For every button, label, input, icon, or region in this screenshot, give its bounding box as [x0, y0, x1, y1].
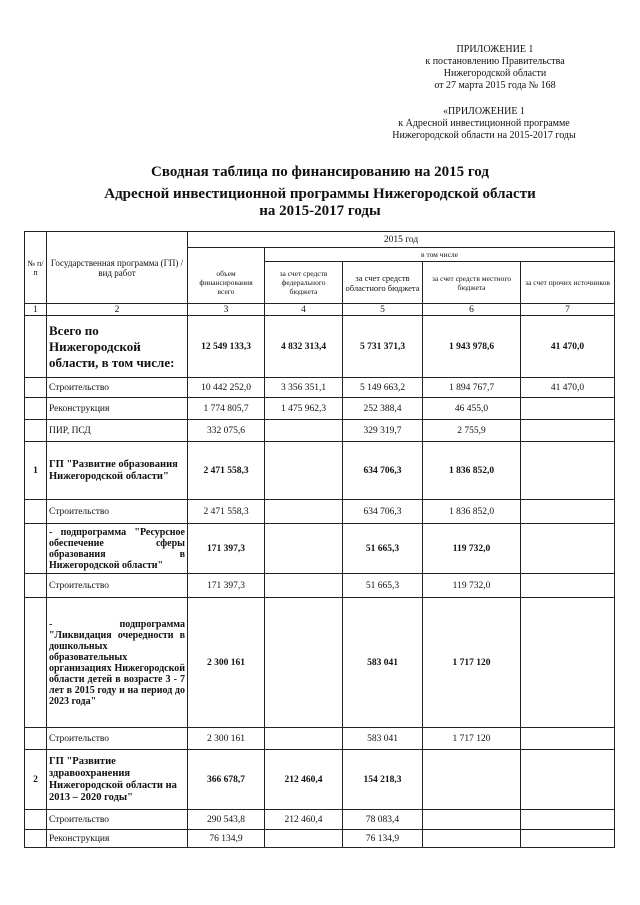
row-total: 2 300 161	[188, 728, 265, 750]
row-num	[25, 398, 47, 420]
row-local: 1 836 852,0	[423, 500, 521, 524]
row-federal	[265, 728, 343, 750]
document-title: Сводная таблица по финансированию на 2015 год	[151, 164, 489, 180]
table-row	[25, 830, 615, 848]
row-regional: 5 149 663,2	[343, 378, 423, 398]
row-local: 1 836 852,0	[423, 442, 521, 500]
header-line: Нижегородской области на 2015-2017 годы	[392, 130, 576, 141]
row-federal	[265, 830, 343, 848]
header-line: к постановлению Правительства	[425, 56, 565, 67]
row-name: ПИР, ПСД	[47, 420, 188, 442]
header-line: ПРИЛОЖЕНИЕ 1	[456, 44, 534, 55]
row-local: 119 732,0	[423, 574, 521, 598]
row-total: 171 397,3	[188, 574, 265, 598]
row-other	[521, 830, 615, 848]
row-name: - подпрограмма "Ресурсное обеспечение сферы образования в Нижегородской области"	[47, 524, 188, 574]
row-federal	[265, 500, 343, 524]
colnum: 4	[265, 304, 343, 316]
row-local: 119 732,0	[423, 524, 521, 574]
row-local: 2 755,9	[423, 420, 521, 442]
row-local: 46 455,0	[423, 398, 521, 420]
table-row	[25, 500, 615, 524]
table-row	[25, 810, 615, 830]
row-total: 332 075,6	[188, 420, 265, 442]
row-other	[521, 750, 615, 810]
row-name: Всего по Нижегородской области, в том числе:	[47, 316, 188, 378]
row-regional: 634 706,3	[343, 442, 423, 500]
row-local	[423, 830, 521, 848]
row-total: 12 549 133,3	[188, 316, 265, 378]
header-line: «ПРИЛОЖЕНИЕ 1	[443, 106, 525, 117]
row-other	[521, 500, 615, 524]
row-num	[25, 728, 47, 750]
row-local	[423, 750, 521, 810]
row-name: Строительство	[47, 378, 188, 398]
row-regional: 154 218,3	[343, 750, 423, 810]
row-other	[521, 728, 615, 750]
header-total: объем финансирования всего	[188, 262, 265, 304]
table-row	[25, 420, 615, 442]
financing-table	[24, 231, 615, 848]
row-federal	[265, 524, 343, 574]
row-total: 1 774 805,7	[188, 398, 265, 420]
row-num	[25, 500, 47, 524]
row-other: 41 470,0	[521, 316, 615, 378]
row-total: 2 471 558,3	[188, 500, 265, 524]
row-other	[521, 420, 615, 442]
row-total: 2 471 558,3	[188, 442, 265, 500]
header-line: Нижегородской области	[443, 68, 547, 79]
table-row	[25, 378, 615, 398]
row-name: Строительство	[47, 728, 188, 750]
row-total: 366 678,7	[188, 750, 265, 810]
row-name: - подпрограмма "Ликвидация очередности в дошкольных образовательных организациях Нижегородской области детей в возрасте 3 - 7 лет в 2015 году и на период до 2023 года"	[47, 598, 188, 728]
row-name: Реконструкция	[47, 398, 188, 420]
row-num	[25, 830, 47, 848]
table-row	[25, 598, 615, 728]
row-num	[25, 524, 47, 574]
row-total: 76 134,9	[188, 830, 265, 848]
table-row	[25, 574, 615, 598]
table-row	[25, 728, 615, 750]
row-federal: 212 460,4	[265, 810, 343, 830]
colnum: 6	[423, 304, 521, 316]
row-regional: 252 388,4	[343, 398, 423, 420]
row-regional: 634 706,3	[343, 500, 423, 524]
row-total: 171 397,3	[188, 524, 265, 574]
table-row	[25, 398, 615, 420]
header-line: к Адресной инвестиционной программе	[398, 118, 570, 129]
row-regional: 583 041	[343, 728, 423, 750]
row-num	[25, 378, 47, 398]
row-num	[25, 810, 47, 830]
header-federal: за счет средств федерального бюджета	[265, 262, 343, 304]
row-federal: 212 460,4	[265, 750, 343, 810]
appendix-header	[384, 106, 584, 142]
row-federal	[265, 598, 343, 728]
column-numbers-row	[25, 304, 615, 316]
row-other	[521, 398, 615, 420]
colnum: 7	[521, 304, 615, 316]
colnum: 5	[343, 304, 423, 316]
row-name: Строительство	[47, 500, 188, 524]
row-num: 1	[25, 442, 47, 500]
header-incl: в том числе	[265, 248, 615, 262]
row-local: 1 894 767,7	[423, 378, 521, 398]
row-name: Строительство	[47, 810, 188, 830]
row-other: 41 470,0	[521, 378, 615, 398]
row-federal: 1 475 962,3	[265, 398, 343, 420]
row-name: Реконструкция	[47, 830, 188, 848]
row-local: 1 717 120	[423, 728, 521, 750]
row-regional: 78 083,4	[343, 810, 423, 830]
row-federal	[265, 420, 343, 442]
row-name: ГП "Развитие образования Нижегородской области"	[47, 442, 188, 500]
approval-header	[410, 44, 580, 92]
row-name: ГП "Развитие здравоохранения Нижегородской области на 2013 – 2020 годы"	[47, 750, 188, 810]
row-federal	[265, 442, 343, 500]
header-regional: за счет средств областного бюджета	[343, 262, 423, 304]
table-row	[25, 442, 615, 500]
header-other: за счет прочих источников	[521, 262, 615, 304]
row-local: 1 717 120	[423, 598, 521, 728]
row-regional: 76 134,9	[343, 830, 423, 848]
row-federal: 3 356 351,1	[265, 378, 343, 398]
row-num: 2	[25, 750, 47, 810]
row-other	[521, 524, 615, 574]
row-federal	[265, 574, 343, 598]
row-total: 2 300 161	[188, 598, 265, 728]
row-local: 1 943 978,6	[423, 316, 521, 378]
row-num	[25, 598, 47, 728]
row-federal: 4 832 313,4	[265, 316, 343, 378]
table-row	[25, 750, 615, 810]
row-other	[521, 574, 615, 598]
table-row	[25, 524, 615, 574]
row-total: 10 442 252,0	[188, 378, 265, 398]
header-year: 2015 год	[188, 232, 615, 248]
row-regional: 5 731 371,3	[343, 316, 423, 378]
document-subtitle-years: на 2015-2017 годы	[259, 203, 381, 219]
row-other	[521, 598, 615, 728]
header-num: № п/п	[25, 232, 47, 304]
header-program: Государственная программа (ГП) / вид работ	[47, 232, 188, 304]
row-num	[25, 574, 47, 598]
row-regional: 583 041	[343, 598, 423, 728]
row-total: 290 543,8	[188, 810, 265, 830]
header-line: от 27 марта 2015 года № 168	[434, 80, 556, 91]
table-row	[25, 316, 615, 378]
row-regional: 329 319,7	[343, 420, 423, 442]
colnum: 2	[47, 304, 188, 316]
row-regional: 51 665,3	[343, 524, 423, 574]
document-subtitle: Адресной инвестиционной программы Нижегородской области	[104, 186, 536, 202]
row-num	[25, 316, 47, 378]
row-local	[423, 810, 521, 830]
row-name: Строительство	[47, 574, 188, 598]
row-regional: 51 665,3	[343, 574, 423, 598]
row-other	[521, 810, 615, 830]
colnum: 3	[188, 304, 265, 316]
row-other	[521, 442, 615, 500]
colnum: 1	[25, 304, 47, 316]
row-num	[25, 420, 47, 442]
header-local: за счет средств местного бюджета	[423, 262, 521, 304]
